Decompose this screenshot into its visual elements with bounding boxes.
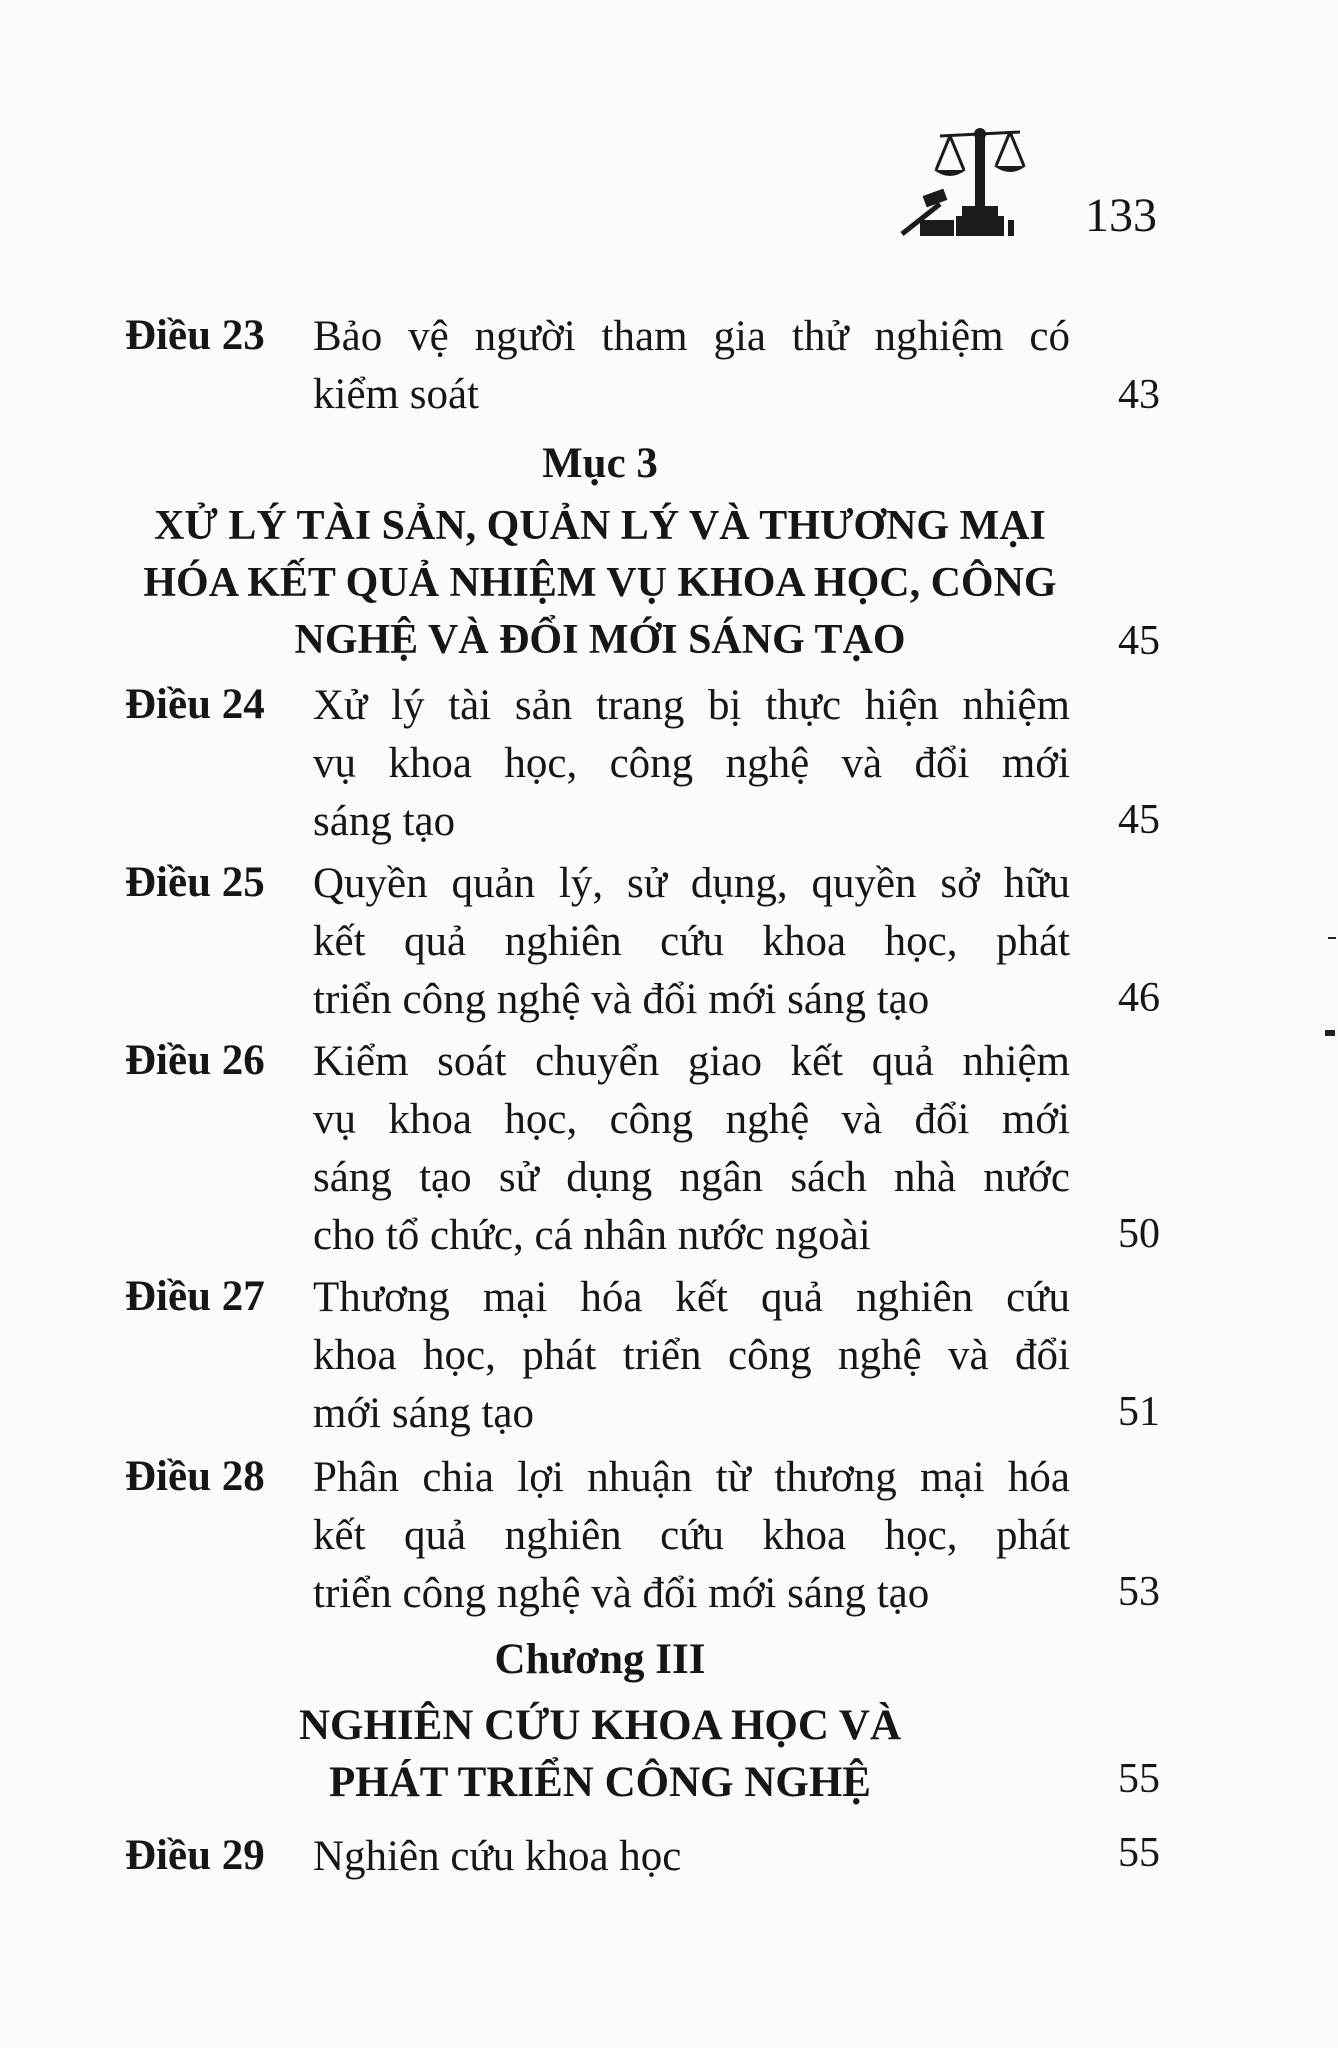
entry-title-line: Kiểm soát chuyển giao kết quả nhiệm	[313, 1038, 1070, 1085]
chapter-title-chuong-iii: Chương III	[494, 1636, 706, 1683]
chapter-page-number: 55	[1118, 1756, 1160, 1802]
entry-title-line: kết quả nghiên cứu khoa học, phát	[313, 918, 1070, 965]
entry-title-line: Phân chia lợi nhuận từ thương mại hóa	[313, 1454, 1070, 1501]
entry-title-line: kết quả nghiên cứu khoa học, phát	[313, 1512, 1070, 1559]
entry-title-line: sáng tạo	[313, 798, 456, 845]
entry-title	[313, 1828, 1070, 1886]
entry-title-line: Thương mại hóa kết quả nghiên cứu	[313, 1274, 1070, 1321]
section-heading-line: XỬ LÝ TÀI SẢN, QUẢN LÝ VÀ THƯƠNG MẠI	[154, 503, 1046, 549]
entry-page-number: 51	[1118, 1389, 1160, 1435]
entry-label: Điều 23	[125, 312, 265, 359]
scan-edge-mark	[1325, 1030, 1335, 1036]
entry-title	[313, 1033, 1070, 1265]
entry-title-line: Xử lý tài sản trang bị thực hiện nhiệm	[313, 682, 1070, 729]
entry-page-number: 53	[1118, 1569, 1160, 1615]
entry-label: Điều 26	[125, 1037, 265, 1084]
entry-page-number: 55	[1118, 1830, 1160, 1876]
entry-title-line: kiểm soát	[313, 371, 479, 418]
entry-title-line: mới sáng tạo	[313, 1390, 534, 1437]
entry-label: Điều 28	[125, 1453, 265, 1500]
entry-label: Điều 29	[125, 1832, 265, 1879]
entry-page-number: 46	[1118, 975, 1160, 1021]
entry-label: Điều 24	[125, 681, 265, 728]
entry-title	[313, 677, 1070, 851]
entry-title	[313, 1449, 1070, 1623]
entry-page-number: 43	[1118, 372, 1160, 418]
entry-title-line: cho tổ chức, cá nhân nước ngoài	[313, 1212, 871, 1259]
scales-of-justice-gavel-icon	[900, 122, 1050, 244]
entry-title-line: vụ khoa học, công nghệ và đổi mới	[313, 740, 1070, 787]
entry-page-number: 45	[1118, 797, 1160, 843]
entry-title	[313, 308, 1070, 424]
entry-title-line: triển công nghệ và đổi mới sáng tạo	[313, 976, 930, 1023]
entry-label: Điều 27	[125, 1273, 265, 1320]
chapter-heading-line: NGHIÊN CỨU KHOA HỌC VÀ	[298, 1702, 902, 1749]
section-heading-line: NGHỆ VÀ ĐỔI MỚI SÁNG TẠO	[294, 617, 906, 663]
entry-title-line: triển công nghệ và đổi mới sáng tạo	[313, 1570, 930, 1617]
entry-title-line: vụ khoa học, công nghệ và đổi mới	[313, 1096, 1070, 1143]
entry-title-line: Bảo vệ người tham gia thử nghiệm có	[313, 313, 1070, 360]
entry-title	[313, 855, 1070, 1029]
entry-title-line: Nghiên cứu khoa học	[313, 1833, 682, 1880]
section-heading-line: HÓA KẾT QUẢ NHIỆM VỤ KHOA HỌC, CÔNG	[143, 560, 1057, 606]
section-title-muc-3: Mục 3	[542, 440, 658, 487]
entry-title-line: Quyền quản lý, sử dụng, quyền sở hữu	[313, 860, 1070, 907]
page-number: 133	[1085, 189, 1157, 242]
entry-title	[313, 1269, 1070, 1443]
entry-title-line: khoa học, phát triển công nghệ và đổi	[313, 1332, 1070, 1379]
entry-page-number: 50	[1118, 1211, 1160, 1257]
scan-edge-mark	[1328, 937, 1336, 939]
entry-title-line: sáng tạo sử dụng ngân sách nhà nước	[313, 1154, 1070, 1201]
entry-label: Điều 25	[125, 859, 265, 906]
section-page-number: 45	[1118, 618, 1160, 664]
chapter-heading-line: PHÁT TRIỂN CÔNG NGHỆ	[329, 1759, 871, 1806]
